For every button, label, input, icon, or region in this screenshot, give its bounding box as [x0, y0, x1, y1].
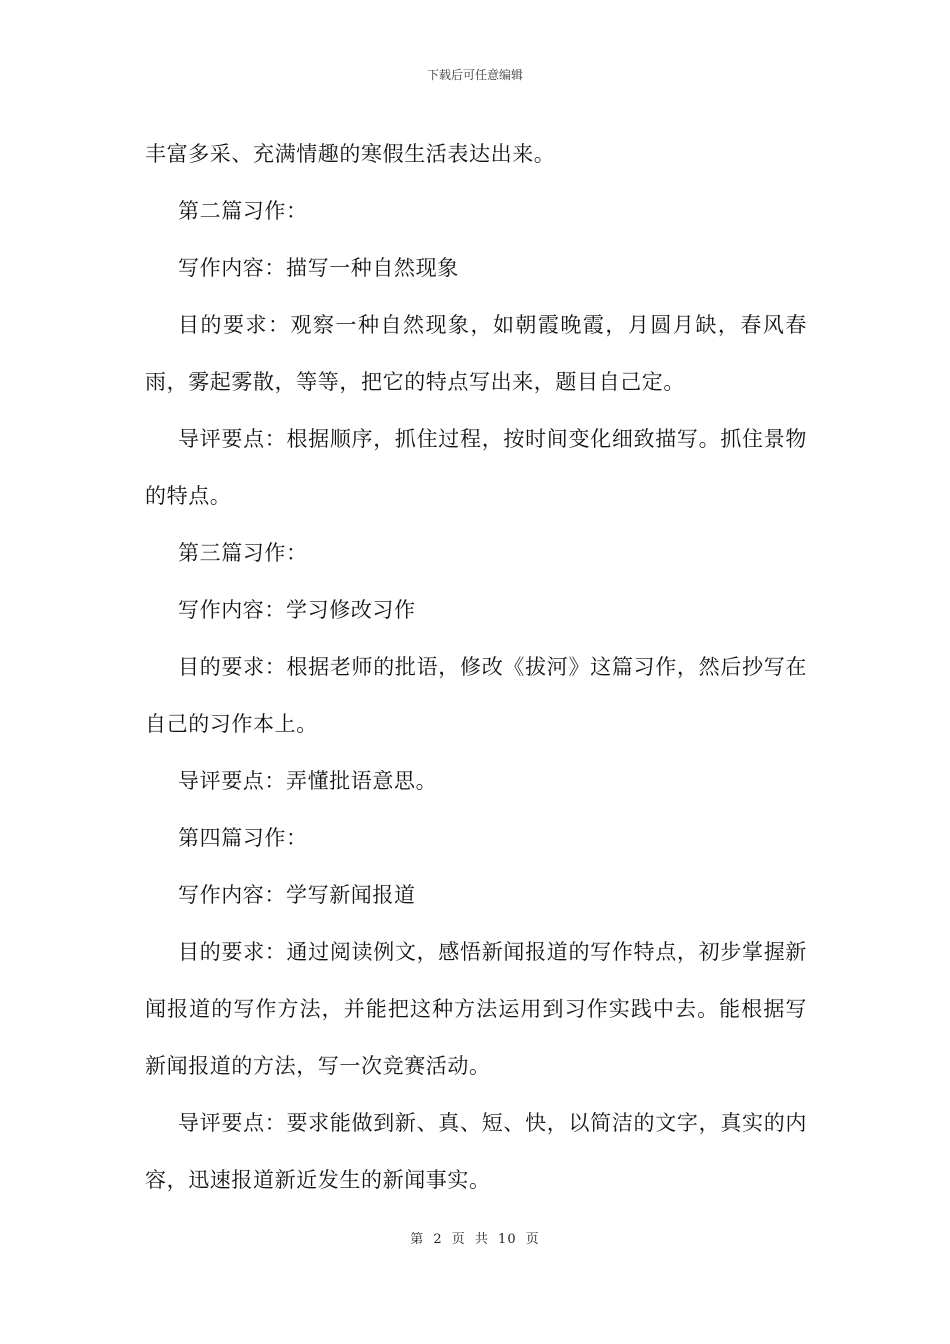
- essay-2-content: 写作内容：描写一种自然现象: [178, 256, 459, 280]
- essay-4-requirements: 目的要求：通过阅读例文，感悟新闻报道的写作特点，初步掌握新闻报道的写作方法，并能把这种方法运用到习作实践中去。能根据写新闻报道的方法，写一次竞赛活动。: [145, 940, 807, 1078]
- page-footer: 第 2 页 共 10 页: [410, 1232, 540, 1247]
- page-header: 下载后可任意编辑: [426, 68, 523, 82]
- essay-3-content: 写作内容：学习修改习作: [178, 598, 416, 622]
- heading-essay-3: 第三篇习作：: [178, 541, 308, 565]
- essay-3-requirements: 目的要求：根据老师的批语，修改《拔河》这篇习作，然后抄写在自己的习作本上。: [145, 655, 807, 736]
- heading-essay-2: 第二篇习作：: [178, 199, 308, 223]
- essay-2-requirements: 目的要求：观察一种自然现象，如朝霞晚霞，月圆月缺，春风春雨，雾起雾散，等等，把它的特点写出来，题目自己定。: [145, 313, 807, 394]
- essay-2-evaluation: 导评要点：根据顺序，抓住过程，按时间变化细致描写。抓住景物的特点。: [145, 427, 807, 508]
- document-body: [145, 126, 807, 1209]
- paragraph-continuation: 丰富多采、充满情趣的寒假生活表达出来。: [145, 142, 556, 166]
- essay-3-evaluation: 导评要点：弄懂批语意思。: [178, 769, 438, 793]
- heading-essay-4: 第四篇习作：: [178, 826, 308, 850]
- essay-4-evaluation: 导评要点：要求能做到新、真、短、快，以简洁的文字，真实的内容，迅速报道新近发生的新闻事实。: [145, 1111, 807, 1192]
- essay-4-content: 写作内容：学写新闻报道: [178, 883, 416, 907]
